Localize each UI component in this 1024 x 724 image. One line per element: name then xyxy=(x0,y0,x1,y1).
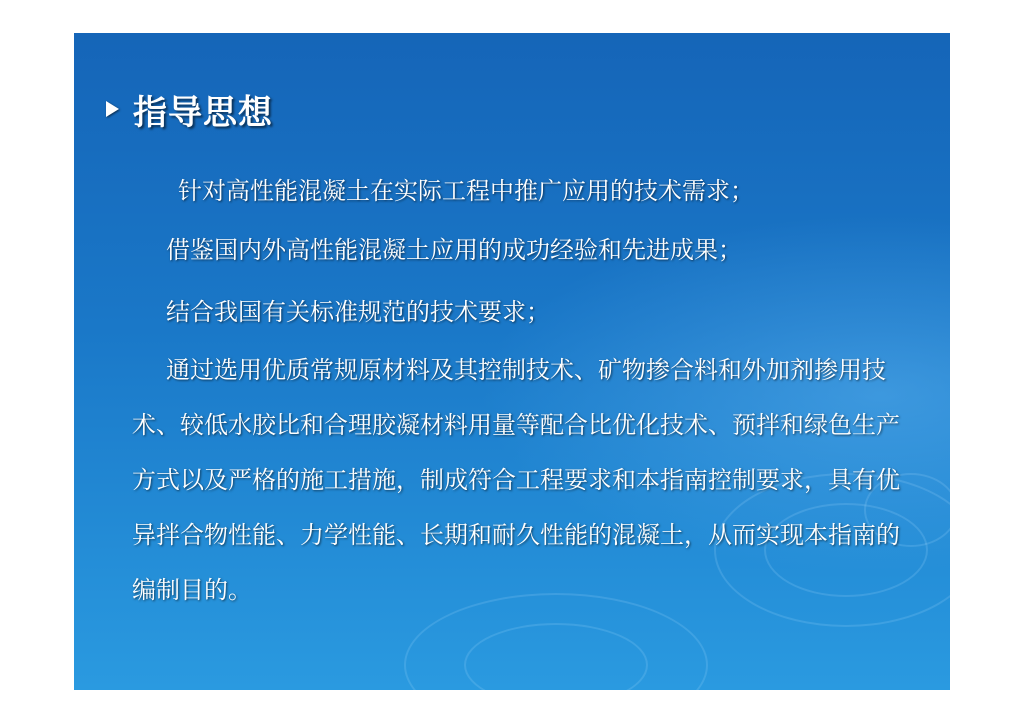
paragraph: 针对高性能混凝土在实际工程中推广应用的技术需求； xyxy=(178,177,754,205)
paragraph: 结合我国有关标准规范的技术要求； xyxy=(166,298,550,326)
ripple-decoration xyxy=(464,623,648,690)
arrow-bullet-icon xyxy=(106,101,119,117)
slide-heading xyxy=(106,87,273,131)
slide-body xyxy=(132,163,902,618)
paragraph: 通过选用优质常规原材料及其控制技术、矿物掺合料和外加剂掺用技术、较低水胶比和合理胶凝材料用量等配合比优化技术、预拌和绿色生产方式以及严格的施工措施，制成符合工程要求和本指南控制要求，具有优异拌合物性能、力学性能、长期和耐久性能的混凝土，从而实现本指南的编制目的。 xyxy=(132,356,900,604)
paragraph: 借鉴国内外高性能混凝土应用的成功经验和先进成果； xyxy=(166,236,742,264)
slide-title: 指导思想 xyxy=(133,92,273,133)
slide xyxy=(74,33,950,690)
